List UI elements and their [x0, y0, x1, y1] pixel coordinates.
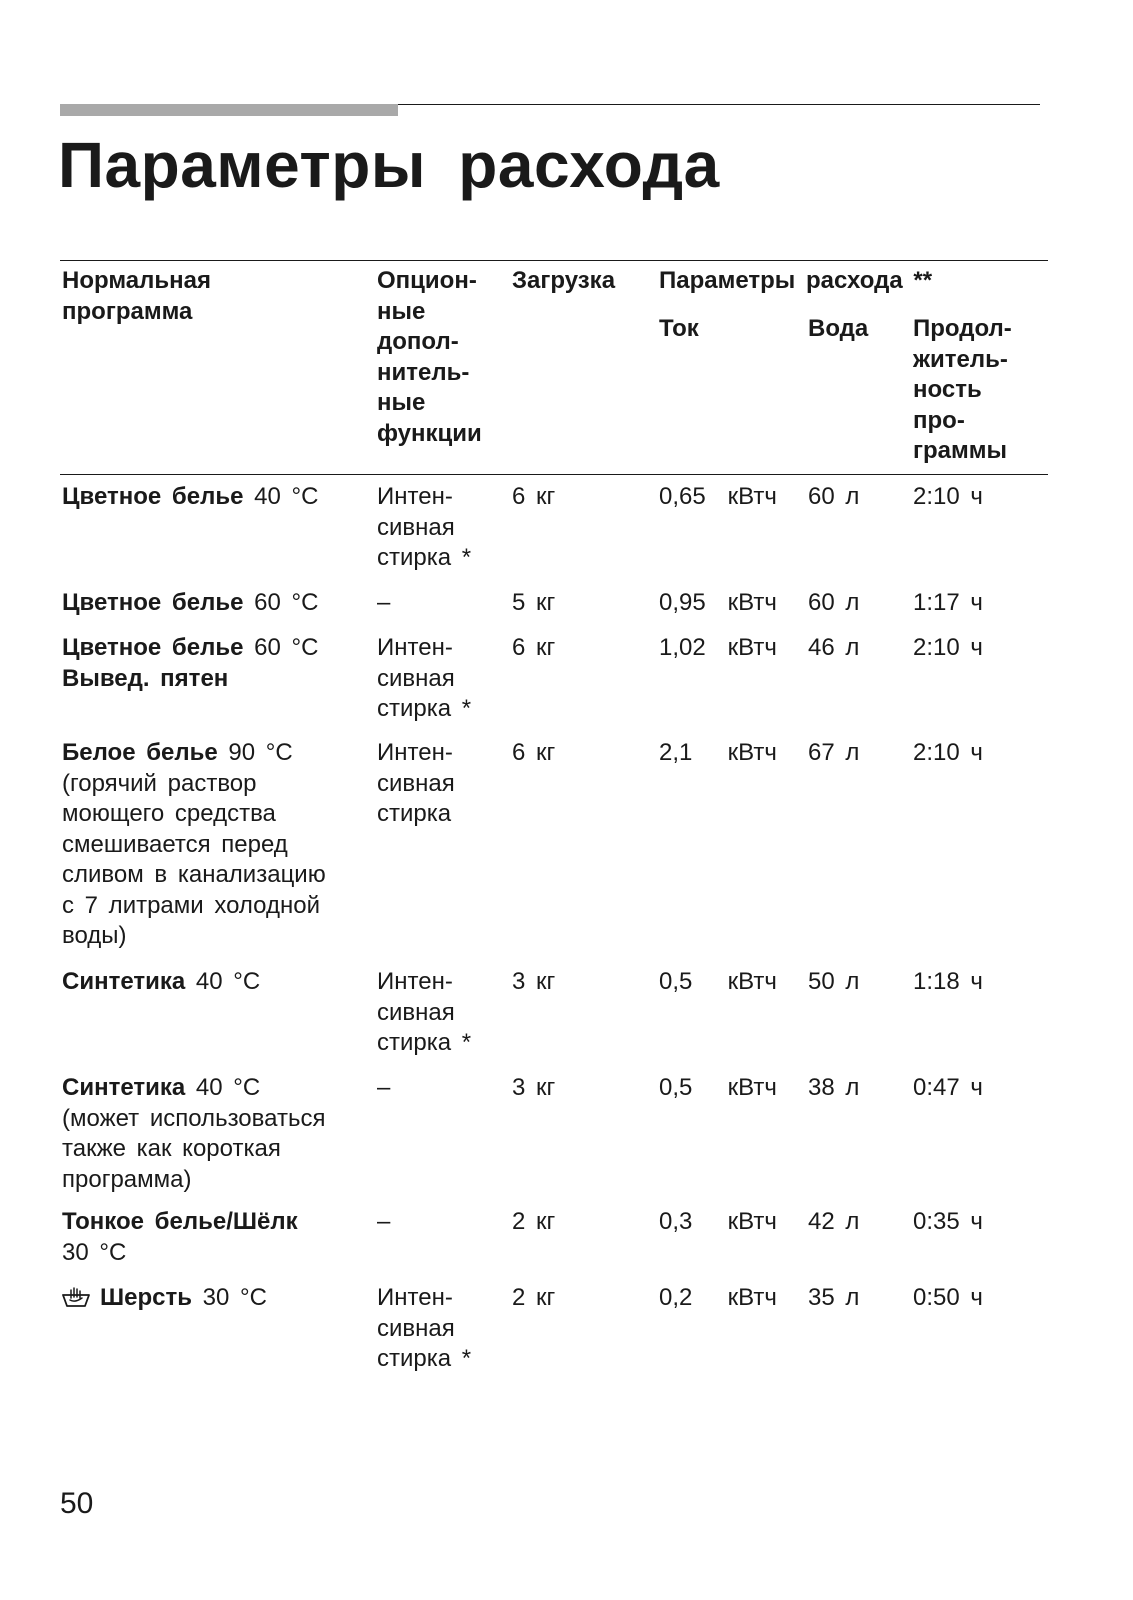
program-name: Белое белье [62, 739, 218, 766]
table-row-current [659, 482, 799, 513]
table-row-current [659, 633, 799, 664]
table-row-water: 46 л [808, 634, 860, 661]
program-temp: 90 °C [228, 739, 293, 766]
table-header-rule [60, 474, 1048, 475]
table-row-duration: 0:47 ч [913, 1074, 983, 1101]
program-temp: 60 °C [254, 589, 319, 616]
current-unit: кВтч [727, 968, 777, 995]
table-row-water: 42 л [808, 1208, 860, 1235]
table-row-program [62, 967, 362, 998]
program-temp: 40 °C [195, 1074, 261, 1101]
header-program: Нормальная программа [62, 267, 211, 325]
program-name: Шерсть [100, 1284, 192, 1311]
program-temp: 30 °C [202, 1284, 267, 1311]
table-row-option: Интен- сивная стирка * [377, 1284, 472, 1372]
table-row-water: 35 л [808, 1284, 860, 1311]
current-unit: кВтч [727, 739, 777, 766]
current-value: 0,5 [659, 968, 693, 995]
program-name: Цветное белье [62, 589, 244, 616]
table-row-duration: 0:50 ч [913, 1284, 983, 1311]
table-row-option: – [377, 589, 391, 616]
table-row-current [659, 967, 799, 998]
table-row-option: Интен- сивная стирка * [377, 634, 472, 722]
table-row-load: 5 кг [512, 589, 556, 616]
table-row-program [62, 633, 362, 694]
table-row-duration: 2:10 ч [913, 739, 983, 766]
table-row-water: 60 л [808, 589, 860, 616]
program-temp: 40 °C [195, 968, 261, 995]
table-row-option: Интен- сивная стирка * [377, 968, 472, 1056]
program-name: Тонкое белье/Шёлк [62, 1208, 298, 1235]
header-consumption: Параметры расхода ** [659, 267, 933, 294]
table-row-duration: 0:35 ч [913, 1208, 983, 1235]
header-options: Опцион- ные допол- нитель- ные функции [377, 267, 482, 447]
header-load: Загрузка [512, 267, 616, 294]
table-row-program [62, 482, 362, 513]
program-name: Цветное белье [62, 634, 244, 661]
table-row-program [62, 738, 362, 952]
current-unit: кВтч [727, 634, 777, 661]
table-row-load: 6 кг [512, 483, 556, 510]
program-temp: 30 °C [62, 1238, 127, 1266]
table-row-current [659, 1207, 799, 1238]
table-row-water: 60 л [808, 483, 860, 510]
program-temp: 40 °C [254, 483, 319, 510]
table-row-program [62, 588, 362, 619]
program-note: (может использоваться также как короткая программа) [62, 1104, 326, 1193]
table-row-option: – [377, 1074, 391, 1101]
table-row-duration: 1:17 ч [913, 589, 983, 616]
current-value: 0,65 [659, 483, 706, 510]
table-row-program [62, 1073, 362, 1195]
program-name: Цветное белье [62, 483, 244, 510]
hand-wash-basin-icon [62, 1286, 90, 1308]
header-current: Ток [659, 315, 699, 342]
table-row-duration: 1:18 ч [913, 968, 983, 995]
table-row-current [659, 1073, 799, 1104]
current-value: 0,3 [659, 1208, 693, 1235]
program-subname: Вывед. пятен [62, 664, 229, 692]
program-temp: 60 °C [254, 634, 319, 661]
current-unit: кВтч [727, 1208, 777, 1235]
current-value: 0,95 [659, 589, 706, 616]
table-row-current [659, 1283, 799, 1314]
table-row-water: 50 л [808, 968, 860, 995]
table-row-load: 3 кг [512, 968, 556, 995]
program-name: Синтетика [62, 968, 186, 995]
current-unit: кВтч [727, 1074, 777, 1101]
table-row-load: 2 кг [512, 1208, 556, 1235]
current-value: 1,02 [659, 634, 706, 661]
table-row-current [659, 588, 799, 619]
current-value: 0,2 [659, 1284, 693, 1311]
header-accent-bar [60, 104, 398, 116]
current-unit: кВтч [727, 483, 777, 510]
table-top-rule [60, 260, 1048, 261]
program-name: Синтетика [62, 1074, 186, 1101]
table-row-load: 6 кг [512, 634, 556, 661]
table-row-program [62, 1207, 362, 1268]
table-row-load: 6 кг [512, 739, 556, 766]
table-row-current [659, 738, 799, 769]
current-value: 2,1 [659, 739, 693, 766]
table-row-option: Интен- сивная стирка [377, 739, 455, 827]
table-row-water: 67 л [808, 739, 860, 766]
table-row-duration: 2:10 ч [913, 483, 983, 510]
header-duration: Продол- житель- ность про- граммы [913, 315, 1012, 464]
table-row-load: 3 кг [512, 1074, 556, 1101]
header-water: Вода [808, 315, 869, 342]
current-value: 0,5 [659, 1074, 693, 1101]
table-row-water: 38 л [808, 1074, 860, 1101]
table-row-duration: 2:10 ч [913, 634, 983, 661]
table-row-option: Интен- сивная стирка * [377, 483, 472, 571]
page-number: 50 [60, 1487, 94, 1520]
table-row-program [62, 1283, 362, 1314]
program-note: (горячий раствор моющего средства смешивается перед сливом в канализацию с 7 литрами холодной воды) [62, 769, 326, 949]
table-row-option: – [377, 1208, 391, 1235]
current-unit: кВтч [727, 1284, 777, 1311]
page-title: Параметры расхода [58, 129, 720, 201]
table-row-load: 2 кг [512, 1284, 556, 1311]
current-unit: кВтч [727, 589, 777, 616]
